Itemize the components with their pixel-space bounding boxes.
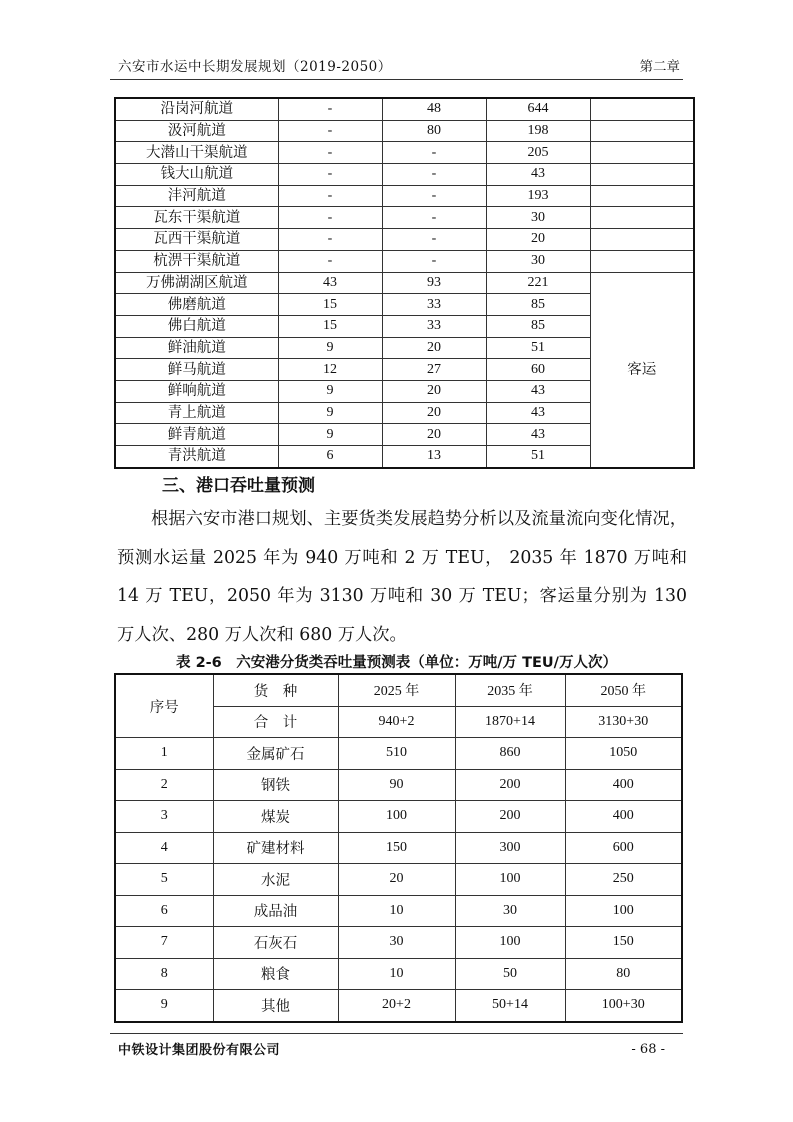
value-cell: - (278, 229, 382, 251)
waterway-name-cell: 鲜马航道 (115, 359, 278, 381)
value-cell: - (382, 185, 486, 207)
cargo-kind-cell: 煤炭 (213, 801, 338, 833)
value-cell: 193 (486, 185, 590, 207)
header-rule (110, 79, 683, 80)
table-row (115, 769, 682, 801)
value-cell: 43 (486, 424, 590, 446)
cargo-kind-cell: 钢铁 (213, 769, 338, 801)
value-2025-cell: 20 (338, 864, 455, 896)
table-row (115, 801, 682, 833)
seq-cell: 8 (115, 958, 213, 990)
value-cell: 27 (382, 359, 486, 381)
year-2050-header: 2050 年 (565, 674, 682, 706)
value-2050-cell: 400 (565, 801, 682, 833)
value-cell: 33 (382, 294, 486, 316)
table-row (115, 738, 682, 770)
value-2025-cell: 10 (338, 958, 455, 990)
table-row (115, 250, 694, 272)
value-cell: 205 (486, 142, 590, 164)
table-row (115, 120, 694, 142)
table-row (115, 142, 694, 164)
value-cell: 43 (486, 380, 590, 402)
value-2025-cell: 10 (338, 895, 455, 927)
value-2025-cell: 150 (338, 832, 455, 864)
value-cell: 20 (382, 380, 486, 402)
value-cell: 221 (486, 272, 590, 294)
value-cell: 9 (278, 424, 382, 446)
value-cell: - (382, 250, 486, 272)
table-row (115, 207, 694, 229)
value-2050-cell: 1050 (565, 738, 682, 770)
seq-cell: 3 (115, 801, 213, 833)
footer-company: 中铁设计集团股份有限公司 (118, 1043, 281, 1058)
waterway-name-cell: 大潜山干渠航道 (115, 142, 278, 164)
throughput-forecast-table (114, 673, 683, 1023)
waterway-name-cell: 杭淠干渠航道 (115, 250, 278, 272)
header-title: 六安市水运中长期发展规划（2019-2050） (118, 59, 392, 75)
total-2035: 1870+14 (455, 706, 565, 738)
remark-cell (590, 229, 694, 251)
waterway-name-cell: 佛白航道 (115, 315, 278, 337)
waterway-table (114, 97, 695, 469)
seq-cell: 1 (115, 738, 213, 770)
value-2035-cell: 100 (455, 864, 565, 896)
cargo-kind-cell: 水泥 (213, 864, 338, 896)
waterway-name-cell: 瓦西干渠航道 (115, 229, 278, 251)
forecast-paragraph (117, 500, 687, 654)
value-2035-cell: 200 (455, 769, 565, 801)
value-2025-cell: 20+2 (338, 990, 455, 1022)
remark-cell (590, 120, 694, 142)
waterway-name-cell: 瓦东干渠航道 (115, 207, 278, 229)
waterway-name-cell: 青上航道 (115, 402, 278, 424)
value-2050-cell: 250 (565, 864, 682, 896)
table-row (115, 164, 694, 186)
waterway-name-cell: 鲜油航道 (115, 337, 278, 359)
waterway-name-cell: 沣河航道 (115, 185, 278, 207)
value-cell: - (278, 207, 382, 229)
value-cell: 15 (278, 294, 382, 316)
value-cell: 12 (278, 359, 382, 381)
value-cell: 93 (382, 272, 486, 294)
total-label: 合 计 (213, 706, 338, 738)
value-2035-cell: 50+14 (455, 990, 565, 1022)
value-cell: - (278, 142, 382, 164)
value-cell: 30 (486, 250, 590, 272)
value-cell: 9 (278, 402, 382, 424)
value-cell: 80 (382, 120, 486, 142)
table-row (115, 832, 682, 864)
seq-cell: 5 (115, 864, 213, 896)
value-cell: 20 (486, 229, 590, 251)
value-cell: 51 (486, 446, 590, 468)
value-2025-cell: 90 (338, 769, 455, 801)
value-2050-cell: 100 (565, 895, 682, 927)
year-2035-header: 2035 年 (455, 674, 565, 706)
total-2050: 3130+30 (565, 706, 682, 738)
value-2035-cell: 300 (455, 832, 565, 864)
table-row (115, 958, 682, 990)
value-2025-cell: 30 (338, 927, 455, 959)
value-2035-cell: 200 (455, 801, 565, 833)
value-2050-cell: 400 (565, 769, 682, 801)
value-cell: 60 (486, 359, 590, 381)
cargo-kind-cell: 矿建材料 (213, 832, 338, 864)
table-row (115, 864, 682, 896)
value-cell: - (278, 250, 382, 272)
remark-cell (590, 185, 694, 207)
forecast-paragraph-text: 根据六安市港口规划、主要货类发展趋势分析以及流量流向变化情况，预测水运量 2025 年为 940 万吨和 2 万 TEU， 2035 年 1870 万吨和 14 万 TEU，2050 年为 3130 万吨和 30 万 TEU；客运量分别为 130 万人次、280 万人次和 680 万人次。 (117, 509, 687, 645)
value-2050-cell: 600 (565, 832, 682, 864)
value-cell: 20 (382, 402, 486, 424)
cargo-kind-cell: 粮食 (213, 958, 338, 990)
value-2035-cell: 50 (455, 958, 565, 990)
waterway-name-cell: 鲜响航道 (115, 380, 278, 402)
value-cell: 9 (278, 337, 382, 359)
value-cell: 33 (382, 315, 486, 337)
value-cell: 43 (486, 164, 590, 186)
table-row (115, 990, 682, 1022)
value-cell: 20 (382, 337, 486, 359)
remark-cell (590, 207, 694, 229)
cargo-kind-cell: 成品油 (213, 895, 338, 927)
seq-header: 序号 (115, 674, 213, 738)
header-chapter: 第二章 (639, 59, 680, 75)
waterway-name-cell: 汲河航道 (115, 120, 278, 142)
value-cell: 85 (486, 315, 590, 337)
value-cell: - (278, 164, 382, 186)
value-2025-cell: 510 (338, 738, 455, 770)
section-heading: 三、港口吞吐量预测 (162, 476, 315, 496)
value-cell: 20 (382, 424, 486, 446)
value-cell: - (278, 185, 382, 207)
remark-cell (590, 164, 694, 186)
table-caption: 表 2-6 六安港分货类吞吐量预测表（单位：万吨/万 TEU/万人次） (176, 655, 617, 671)
value-cell: 644 (486, 98, 590, 120)
value-cell: 85 (486, 294, 590, 316)
cargo-kind-cell: 金属矿石 (213, 738, 338, 770)
seq-cell: 9 (115, 990, 213, 1022)
value-2050-cell: 150 (565, 927, 682, 959)
seq-cell: 4 (115, 832, 213, 864)
table-row (115, 229, 694, 251)
value-cell: - (278, 120, 382, 142)
cargo-kind-cell: 石灰石 (213, 927, 338, 959)
value-2035-cell: 30 (455, 895, 565, 927)
value-2050-cell: 100+30 (565, 990, 682, 1022)
value-cell: 13 (382, 446, 486, 468)
waterway-name-cell: 万佛湖湖区航道 (115, 272, 278, 294)
table-row (115, 927, 682, 959)
value-cell: 43 (278, 272, 382, 294)
value-cell: 48 (382, 98, 486, 120)
value-2035-cell: 860 (455, 738, 565, 770)
value-cell: 51 (486, 337, 590, 359)
value-cell: 6 (278, 446, 382, 468)
year-2025-header: 2025 年 (338, 674, 455, 706)
kind-header: 货 种 (213, 674, 338, 706)
value-2025-cell: 100 (338, 801, 455, 833)
page-number: - 68 - (631, 1042, 665, 1057)
remark-cell (590, 98, 694, 120)
seq-cell: 6 (115, 895, 213, 927)
table-header-row (115, 674, 682, 706)
waterway-name-cell: 青洪航道 (115, 446, 278, 468)
value-2050-cell: 80 (565, 958, 682, 990)
waterway-name-cell: 沿岗河航道 (115, 98, 278, 120)
remark-cell (590, 250, 694, 272)
table-row (115, 272, 694, 294)
waterway-name-cell: 钱大山航道 (115, 164, 278, 186)
value-cell: - (278, 98, 382, 120)
footer-rule (110, 1033, 683, 1034)
waterway-name-cell: 佛磨航道 (115, 294, 278, 316)
table-row (115, 185, 694, 207)
value-cell: 30 (486, 207, 590, 229)
table-row (115, 895, 682, 927)
table-row (115, 98, 694, 120)
value-cell: - (382, 142, 486, 164)
value-cell: - (382, 164, 486, 186)
seq-cell: 7 (115, 927, 213, 959)
value-cell: - (382, 207, 486, 229)
waterway-name-cell: 鲜青航道 (115, 424, 278, 446)
value-cell: - (382, 229, 486, 251)
remark-cell (590, 142, 694, 164)
value-cell: 198 (486, 120, 590, 142)
value-cell: 9 (278, 380, 382, 402)
value-cell: 43 (486, 402, 590, 424)
remark-passenger-cell: 客运 (590, 272, 694, 468)
value-cell: 15 (278, 315, 382, 337)
total-2025: 940+2 (338, 706, 455, 738)
cargo-kind-cell: 其他 (213, 990, 338, 1022)
seq-cell: 2 (115, 769, 213, 801)
value-2035-cell: 100 (455, 927, 565, 959)
